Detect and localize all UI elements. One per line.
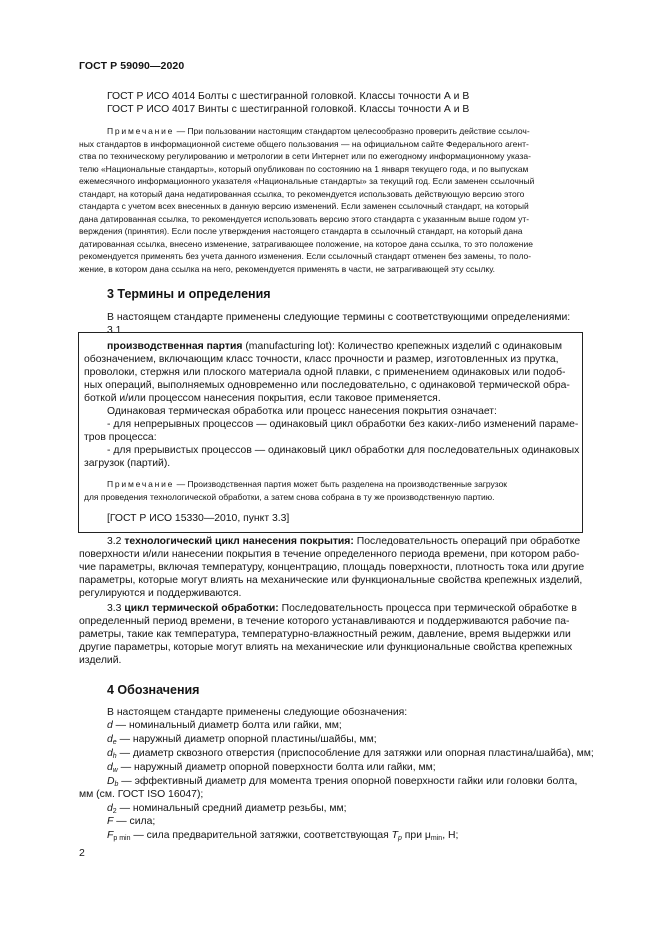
term-1-definition-start: (manufacturing lot): Количество крепежных изделий с одинаковым [242, 341, 563, 352]
term-1-extra-line: загрузок (партий). [84, 458, 171, 469]
term-1-line: обозначением, включающим класс точности, класс прочности и размер, изготовленных из прутка, [84, 354, 559, 365]
term-3-line: определенный период времени, в течение которого устанавливаются и поддерживаются рабочие па- [79, 616, 570, 627]
term-1-note-first-line [107, 478, 507, 491]
term-2-definition-start: Последовательность операций при обработке [353, 536, 581, 547]
term-2-first-line [107, 535, 580, 548]
term-2-name: технологический цикл нанесения покрытия: [124, 536, 354, 547]
symbol-letter: d [107, 734, 113, 745]
symbol-subscript: p min [113, 835, 131, 842]
term-3-line: изделий. [79, 655, 122, 666]
note-line: стандарт, на который дана недатированная ссылка, то рекомендуется использовать действующую версию этого [79, 188, 525, 199]
term-2-line: чие параметры, включая температуру, концентрацию, площадь поверхности, плотность тока или другие [79, 562, 585, 573]
note-line: рекомендуется применять без учета данного изменения. Если ссылочный стандарт отменен без замены, то поло- [79, 251, 532, 261]
section-4-intro: В настоящем стандарте применены следующие обозначения: [107, 707, 408, 718]
symbol-letter: T [391, 830, 399, 841]
note-first-line [107, 125, 530, 138]
symbol-description: — диаметр сквозного отверстия (приспособление для затяжки или опорная пластина/шайба), мм; [116, 748, 594, 759]
reference-iso-4017: ГОСТ Р ИСО 4017 Винты с шестигранной головкой. Классы точности А и В [107, 104, 470, 115]
symbol-d [107, 719, 342, 732]
note-line: жение, в котором дана ссылка на него, рекомендуется применять в части, не затрагивающей эту ссылку. [79, 263, 496, 274]
symbol-d2 [107, 802, 347, 815]
symbol-subscript: e [112, 739, 117, 746]
note-line: ежемесячного информационного указателя «Национальные стандарты» за текущий год. Если заменен ссылочный [79, 176, 535, 186]
term-3-name: цикл термической обработки: [124, 603, 279, 614]
symbol-subscript: w [112, 767, 118, 774]
note-line: стандарта с учетом всех внесенных в данную версию изменений. Если заменен ссылочный стандарт, на который [79, 201, 529, 211]
term-1-extra-line: тров процесса: [84, 432, 157, 443]
term-1-note-label: Примечание [107, 479, 175, 489]
symbol-letter: d [107, 803, 113, 814]
symbol-description: — сила; [113, 816, 156, 827]
note-line: верждения (принятия). Если после утверждения настоящего стандарта в ссылочный стандарт, на который дана [79, 226, 523, 236]
section-3-heading: 3 Термины и определения [107, 287, 271, 301]
term-3-number: 3.3 [107, 603, 122, 614]
term-2-line: поверхности и/или нанесении покрытия в течение определенного периода времени, при котором рабо- [79, 549, 580, 560]
term-1-note-line: — Производственная партия может быть разделена на производственные загрузок [176, 479, 508, 489]
symbol-Db-continuation: мм (см. ГОСТ ISO 16047); [79, 789, 204, 800]
symbol-subscript: b [114, 781, 119, 788]
term-1-extra-line: - для непрерывных процессов — одинаковый цикл обработки без каких-либо изменений параме- [107, 419, 579, 430]
term-1-extra-line: Одинаковая термическая обработка или процесс нанесения покрытия означает: [107, 406, 497, 417]
note-line: телю «Национальные стандарты», который опубликован по состоянию на 1 января текущего года, и по выпускам [79, 163, 529, 174]
symbol-subscript: p [398, 835, 402, 842]
document-code: ГОСТ Р 59090—2020 [79, 60, 185, 72]
term-1-line: ных операций, выполняемых одновременно или последовательно, с одинаковой термической обра- [84, 380, 570, 391]
term-3-line: другие параметры, которые могут влиять на механические или функциональные свойства крепежных [79, 642, 573, 653]
term-1-note-line: для проведения технологической обработки, а затем снова собрана в ту же производственную партию. [84, 491, 495, 502]
section-4-heading: 4 Обозначения [107, 683, 200, 697]
term-2-line: параметры, которые могут влиять на механические или функциональные свойства крепежных изделий, [79, 575, 583, 586]
symbol-description: — номинальный диаметр болта или гайки, мм; [112, 720, 342, 731]
term-2-number: 3.2 [107, 536, 122, 547]
symbol-letter: F [107, 830, 114, 841]
symbol-description: при μ [401, 830, 431, 841]
term-1-first-line [107, 340, 562, 353]
term-2-line: регулируются и поддерживаются. [79, 588, 242, 599]
note-line: ных стандартов в информационной системе общего пользования — на официальном сайте Федерального агент- [79, 138, 529, 149]
symbol-description: — наружный диаметр опорной пластины/шайбы, мм; [116, 734, 377, 745]
term-number-3-1: 3.1 [107, 324, 122, 336]
section-3-intro: В настоящем стандарте применены следующие термины с соответствующими определениями: [107, 312, 571, 323]
term-1-line: проволоки, стержня или плоского материала одной плавки, с применением одинаковых или подоб- [84, 367, 566, 378]
symbol-description: — эффективный диаметр для момента трения опорной поверхности гайки или головки болта, [118, 776, 578, 787]
symbol-description: — номинальный средний диаметр резьбы, мм; [116, 803, 347, 814]
term-1-extra-line: - для прерывистых процессов — одинаковый цикл обработки для последовательных одинаковых [107, 445, 580, 456]
symbol-letter: d [107, 720, 113, 731]
symbol-subscript: 2 [112, 808, 117, 815]
symbol-subscript: min [430, 835, 443, 842]
symbol-description: , Н; [442, 830, 459, 841]
symbol-subscript: h [112, 753, 117, 760]
reference-iso-4014: ГОСТ Р ИСО 4014 Болты с шестигранной головкой. Классы точности А и В [107, 91, 470, 102]
symbol-letter: d [107, 762, 113, 773]
symbol-dh [107, 747, 594, 760]
symbol-letter: F [107, 816, 114, 827]
symbol-F [107, 815, 155, 828]
symbol-dw [107, 761, 436, 774]
term-3-line: раметры, такие как температура, температурно-влажностный режим, давление, время выдержки или [79, 629, 571, 640]
term-1-name: производственная партия [107, 341, 243, 352]
symbol-description: — наружный диаметр опорной поверхности болта или гайки, мм; [117, 762, 436, 773]
symbol-Db [107, 775, 577, 788]
note-line: ства по техническому регулированию и метрологии в сети Интернет или по ежегодному информационному указа- [79, 151, 531, 161]
page-number: 2 [79, 847, 85, 859]
note-line: датированная ссылка, внесено изменение, затрагивающее положение, на которое дана ссылка, то это положение [79, 238, 533, 249]
note-line: — При пользовании настоящим стандартом целесообразно проверить действие ссылоч- [176, 126, 530, 136]
note-label: Примечание [107, 126, 175, 136]
symbol-description: — сила предварительной затяжки, соответствующая [130, 830, 392, 841]
term-1-source: [ГОСТ Р ИСО 15330—2010, пункт 3.3] [107, 513, 290, 524]
symbol-letter: d [107, 748, 113, 759]
term-3-first-line [107, 602, 577, 615]
symbol-de [107, 733, 377, 746]
term-3-definition-start: Последовательность процесса при термической обработке в [278, 603, 577, 614]
symbol-Fp-min [107, 829, 458, 842]
note-line: дана датированная ссылка, то рекомендуется использовать версию этого стандарта с указанным выше годом ут- [79, 213, 530, 224]
term-1-line: боткой и/или процессом нанесения покрытия, если таковое применяется. [84, 393, 441, 404]
symbol-letter: D [107, 776, 115, 787]
